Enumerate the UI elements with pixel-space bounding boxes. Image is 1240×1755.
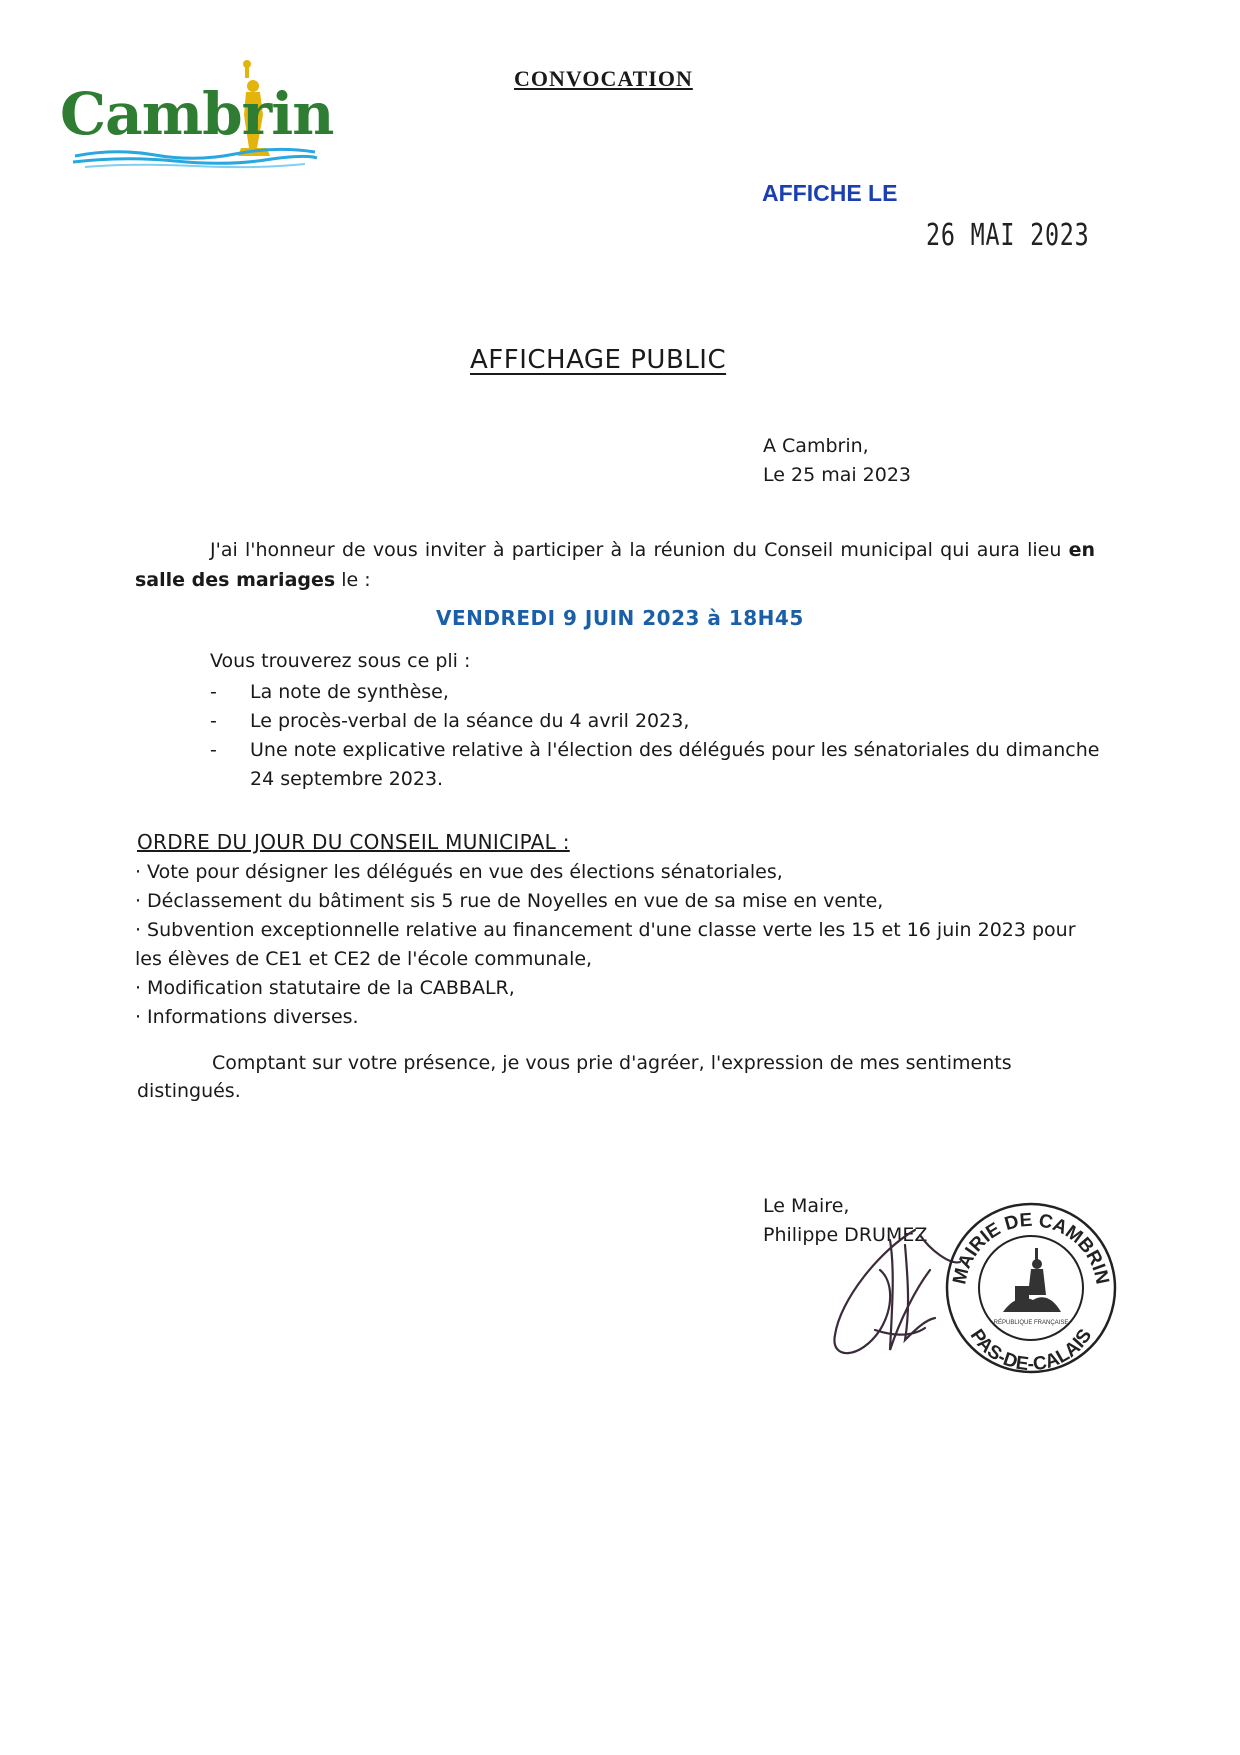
seal-top-text: MAIRIE DE CAMBRIN (949, 1209, 1113, 1287)
meeting-location: en salle des mariages (135, 539, 1095, 591)
agenda-list (135, 858, 1095, 1032)
posted-stamp-date: 26 MAI 2023 (926, 218, 1090, 253)
cambrin-logo (55, 60, 334, 180)
bullet-marker: · (135, 1006, 142, 1028)
bullet-marker: · (135, 890, 142, 912)
logo-wordmark: Cambrin (60, 80, 334, 148)
bullet-marker: · (135, 919, 142, 941)
document-type: CONVOCATION (514, 66, 693, 91)
page-title: AFFICHAGE PUBLIC (470, 345, 727, 375)
town-hall-seal-icon (943, 1200, 1118, 1375)
list-item: - Le procès-verbal de la séance du 4 avril 2023, (210, 707, 1100, 736)
list-item: · Informations diverses. (135, 1006, 359, 1028)
list-item: - La note de synthèse, (210, 678, 1100, 707)
seal-bottom-text: PAS-DE-CALAIS (965, 1325, 1097, 1375)
meeting-datetime: VENDREDI 9 JUIN 2023 à 18H45 (436, 606, 804, 630)
enclosed-list (210, 678, 1100, 794)
signoff-name: Philippe DRUMEZ (763, 1224, 928, 1246)
intro-paragraph (135, 535, 1095, 595)
list-item: - Une note explicative relative à l'élection des délégués pour les sénatoriales du dimanche 24 septembre 2023. (210, 736, 1100, 794)
letter-place: A Cambrin, (763, 435, 869, 457)
enclosed-intro: Vous trouverez sous ce pli : (210, 650, 471, 672)
posted-stamp-label: AFFICHE LE (762, 180, 898, 206)
letter-date: Le 25 mai 2023 (763, 464, 912, 486)
list-item: · Vote pour désigner les délégués en vue des élections sénatoriales, (135, 861, 783, 883)
seal-inner-text: RÉPUBLIQUE FRANÇAISE (993, 1320, 1069, 1326)
signoff-title: Le Maire, (763, 1195, 850, 1217)
intro-text: J'ai l'honneur de vous inviter à participer à la réunion du Conseil municipal qui aura lieu (210, 539, 1069, 561)
dash-marker: - (210, 710, 217, 732)
bullet-marker: · (135, 861, 142, 883)
list-item: · Modification statutaire de la CABBALR, (135, 977, 515, 999)
closing-line: Comptant sur votre présence, je vous prie d'agréer, l'expression de mes sentiments (212, 1052, 1012, 1074)
agenda-heading: ORDRE DU JOUR DU CONSEIL MUNICIPAL : (137, 830, 570, 854)
closing-line-end: distingués. (137, 1080, 241, 1102)
intro-tail: le : (335, 569, 371, 591)
list-item: · Déclassement du bâtiment sis 5 rue de Noyelles en vue de sa mise en vente, (135, 890, 884, 912)
dash-marker: - (210, 739, 217, 761)
bullet-marker: · (135, 977, 142, 999)
list-item: · Subvention exceptionnelle relative au financement d'une classe verte les 15 et 16 juin 2023 pour les élèves de CE1 et CE2 de l'école communale, (135, 919, 1076, 970)
dash-marker: - (210, 681, 217, 703)
